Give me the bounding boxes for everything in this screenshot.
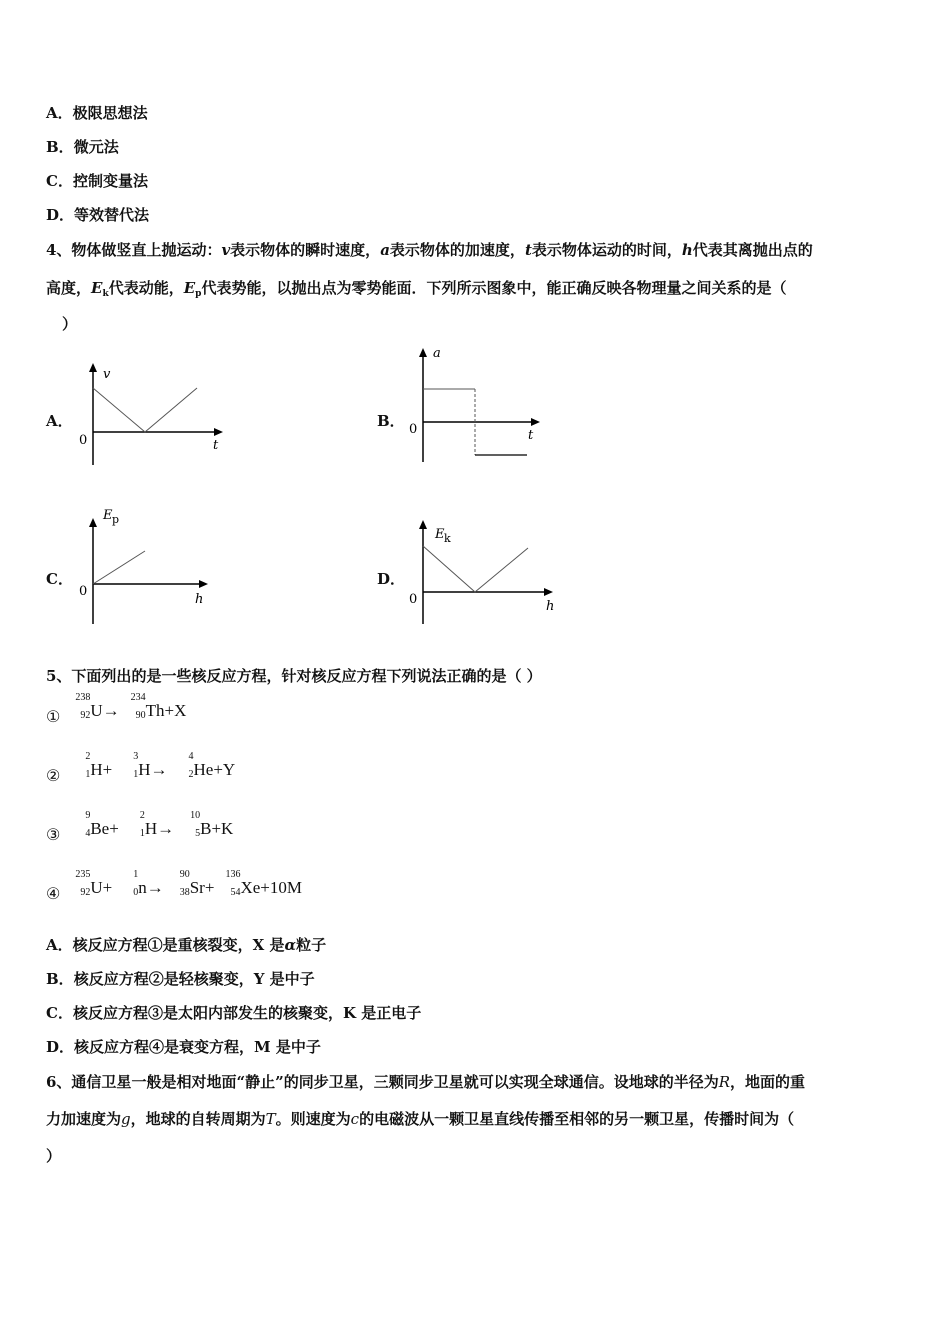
v-line-up — [145, 388, 197, 432]
x-axis-arrow — [199, 580, 208, 588]
ek-line-down — [423, 546, 475, 592]
q6-stem-line1: 6、通信卫星一般是相对地面“静止”的同步卫星，三颗同步卫星就可以实现全球通信。设地球的半径为R，地面的重 — [46, 1073, 806, 1091]
q4-graph-a-label: A． — [46, 412, 73, 430]
x-axis-label: t — [213, 438, 219, 453]
y-axis-arrow — [89, 363, 97, 372]
q3-option-a: A．极限思想法 — [46, 104, 148, 122]
q5-equation-2: ② 2 1 H+ 3 1 H→ 4 2 He+Y — [46, 751, 236, 785]
q3-option-d: D．等效替代法 — [46, 206, 150, 224]
q5-equation-3: ③ 9 4 Be+ 2 1 H→ 10 5 B+K — [46, 810, 234, 844]
q6-stem-line2: 力加速度为g，地球的自转周期为T。则速度为c的电磁波从一颗卫星直线传播至相邻的另一颗卫星，传播时间为（ — [46, 1110, 795, 1128]
ep-line — [93, 551, 145, 584]
origin-label: 0 — [79, 584, 88, 599]
q4-graph-d-label: D． — [377, 570, 406, 588]
q5-option-c: C．核反应方程③是太阳内部发生的核聚变，K 是正电子 — [46, 1004, 422, 1022]
q4-stem-line2: 高度，$E_k$代表动能，$E_p$代表势能，以抛出点为零势能面．下列所示图象中，能正确反映各物理量之间关系的是（ — [46, 279, 787, 299]
origin-label: 0 — [79, 433, 88, 448]
y-axis-arrow — [419, 520, 427, 529]
q4-graph-d — [400, 516, 565, 628]
y-axis-sub: k — [444, 532, 451, 545]
v-line-down — [93, 388, 145, 432]
origin-label: 0 — [409, 592, 418, 607]
y-axis-sub: p — [112, 513, 120, 526]
q5-stem: 5、下面列出的是一些核反应方程，针对核反应方程下列说法正确的是（ ） — [46, 667, 542, 685]
y-axis-arrow — [419, 348, 427, 357]
q4-graph-c — [70, 504, 230, 629]
q6-stem-line3: ） — [46, 1147, 62, 1165]
x-axis-arrow — [531, 418, 540, 426]
q5-option-b: B．核反应方程②是轻核聚变，Y 是中子 — [46, 970, 315, 988]
q5-option-d: D．核反应方程④是衰变方程，M 是中子 — [46, 1038, 321, 1056]
x-axis-label: h — [195, 592, 204, 607]
y-axis-label: E — [103, 508, 113, 523]
q5-equation-1: ① 238 92 U→ 234 90 Th+X — [46, 692, 187, 726]
y-axis-label: v — [103, 367, 111, 382]
ek-line-up — [475, 548, 528, 592]
q3-option-b: B．微元法 — [46, 138, 119, 156]
x-axis-label: t — [528, 428, 534, 443]
q4-stem-line3: ） — [62, 315, 78, 333]
origin-label: 0 — [409, 422, 418, 437]
y-axis-arrow — [89, 518, 97, 527]
q5-equation-4: ④ 235 92 U+ 1 0 n→ 90 38 Sr+ 136 54 Xe+10M — [46, 869, 302, 903]
y-axis-label: a — [433, 346, 441, 361]
q4-graph-c-label: C． — [46, 570, 73, 588]
y-axis-label: E — [435, 527, 445, 542]
q4-stem-line1: 4、物体做竖直上抛运动：v表示物体的瞬时速度，a表示物体的加速度，t表示物体运动的时间，h代表其离抛出点的 — [46, 241, 813, 259]
q4-graph-a — [70, 360, 230, 470]
x-axis-arrow — [544, 588, 553, 596]
q4-graph-b — [400, 342, 560, 467]
q4-graph-b-label: B． — [377, 412, 405, 430]
q3-option-c: C．控制变量法 — [46, 172, 148, 190]
x-axis-label: h — [546, 599, 555, 614]
q5-option-a: A．核反应方程①是重核裂变，X 是α粒子 — [46, 936, 327, 954]
x-axis-arrow — [214, 428, 223, 436]
